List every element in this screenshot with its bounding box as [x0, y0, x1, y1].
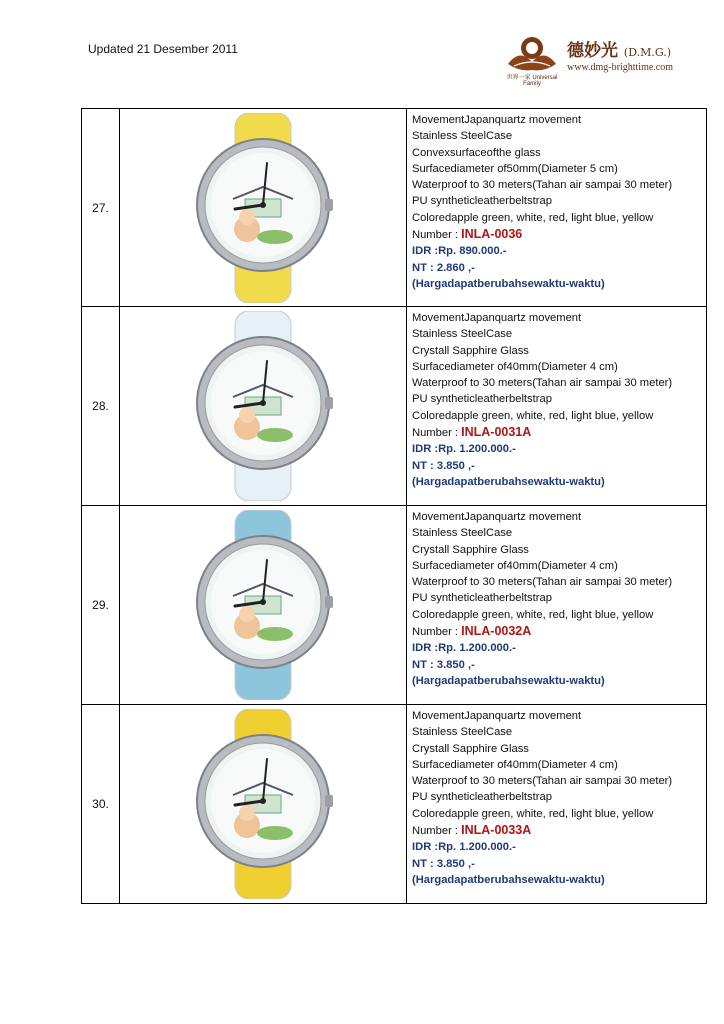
number-label: Number : [412, 825, 462, 838]
spec-line: Stainless SteelCase [412, 328, 513, 341]
logo-brand-chinese: 德妙光 [567, 41, 618, 61]
number-label: Number : [412, 229, 462, 242]
updated-date: Updated 21 Desember 2011 [88, 42, 238, 56]
spec-line: Stainless SteelCase [412, 726, 513, 739]
spec-line: MovementJapanquartz movement [412, 710, 582, 722]
spec-line: MovementJapanquartz movement [412, 312, 582, 324]
price-idr: IDR :Rp. 1.200.000.- [412, 443, 516, 456]
spec-line: Surfacediameter of40mm(Diameter 4 cm) [412, 559, 618, 572]
price-idr: IDR :Rp. 1.200.000.- [412, 841, 516, 854]
spec-line: Surfacediameter of40mm(Diameter 4 cm) [412, 360, 618, 373]
product-code-line [412, 822, 706, 839]
number-label: Number : [412, 626, 462, 639]
product-row [82, 109, 707, 307]
watch-image [163, 113, 363, 303]
spec-line: Crystall Sapphire Glass [412, 344, 529, 357]
product-code: INLA-0032A [461, 624, 532, 639]
price-note: (Hargadapatberubahsewaktu-waktu) [412, 873, 605, 886]
price-note: (Hargadapatberubahsewaktu-waktu) [412, 277, 605, 290]
watch-image [163, 311, 363, 501]
price-nt: NT : 2.860 ,- [412, 261, 475, 274]
spec-line: Stainless SteelCase [412, 130, 513, 143]
spec-line: PU syntheticleatherbeltstrap [412, 195, 552, 208]
spec-line: Coloredapple green, white, red, light blue, yellow [412, 807, 654, 820]
spec-line: PU syntheticleatherbeltstrap [412, 791, 552, 804]
product-number: 27. [82, 109, 120, 307]
logo-family-text: 世界一家 Universal Family [506, 75, 558, 87]
spec-line: PU syntheticleatherbeltstrap [412, 592, 552, 605]
spec-line: Coloredapple green, white, red, light blue, yellow [412, 608, 654, 621]
product-row [82, 705, 707, 904]
spec-line: MovementJapanquartz movement [412, 511, 582, 523]
price-idr: IDR :Rp. 1.200.000.- [412, 642, 516, 655]
price-nt: NT : 3.850 ,- [412, 658, 475, 671]
spec-line: Crystall Sapphire Glass [412, 543, 529, 556]
spec-line: Coloredapple green, white, red, light blue, yellow [412, 409, 654, 422]
product-number: 30. [82, 705, 120, 904]
product-description [407, 705, 707, 904]
product-number: 29. [82, 506, 120, 705]
logo-dmg: (D.M.G.) [623, 46, 672, 59]
spec-line: Convexsurfaceofthe glass [412, 146, 541, 159]
spec-line: Waterproof to 30 meters(Tahan air sampai 30 meter) [412, 377, 673, 390]
spec-line: Surfacediameter of50mm(Diameter 5 cm) [412, 162, 618, 175]
logo-brand [567, 36, 671, 61]
spec-line: Crystall Sapphire Glass [412, 742, 529, 755]
logo-url: www.dmg-brighttime.com [567, 62, 674, 73]
price-nt: NT : 3.850 ,- [412, 857, 475, 870]
product-row [82, 307, 707, 506]
product-row [82, 506, 707, 705]
product-table [81, 108, 707, 904]
spec-line: MovementJapanquartz movement [412, 114, 582, 126]
spec-line: Surfacediameter of40mm(Diameter 4 cm) [412, 758, 618, 771]
spec-line: PU syntheticleatherbeltstrap [412, 393, 552, 406]
price-idr: IDR :Rp. 890.000.- [412, 245, 507, 258]
product-code-line [412, 424, 706, 441]
product-code-line [412, 623, 706, 640]
watch-image [163, 709, 363, 899]
number-label: Number : [412, 427, 462, 440]
spec-line: Waterproof to 30 meters(Tahan air sampai 30 meter) [412, 775, 673, 788]
product-description [407, 307, 707, 506]
spec-line: Waterproof to 30 meters(Tahan air sampai 30 meter) [412, 576, 673, 589]
price-note: (Hargadapatberubahsewaktu-waktu) [412, 475, 605, 488]
price-nt: NT : 3.850 ,- [412, 459, 475, 472]
product-code: INLA-0033A [461, 823, 532, 838]
watch-image [163, 510, 363, 700]
product-number: 28. [82, 307, 120, 506]
product-code: INLA-0036 [461, 227, 523, 242]
product-code-line [412, 226, 706, 243]
price-note: (Hargadapatberubahsewaktu-waktu) [412, 674, 605, 687]
company-logo [500, 22, 710, 87]
product-description [407, 506, 707, 705]
product-code: INLA-0031A [461, 425, 532, 440]
spec-line: Stainless SteelCase [412, 527, 513, 540]
spec-line: Waterproof to 30 meters(Tahan air sampai 30 meter) [412, 179, 673, 192]
product-description [407, 109, 707, 307]
spec-line: Coloredapple green, white, red, light blue, yellow [412, 211, 654, 224]
